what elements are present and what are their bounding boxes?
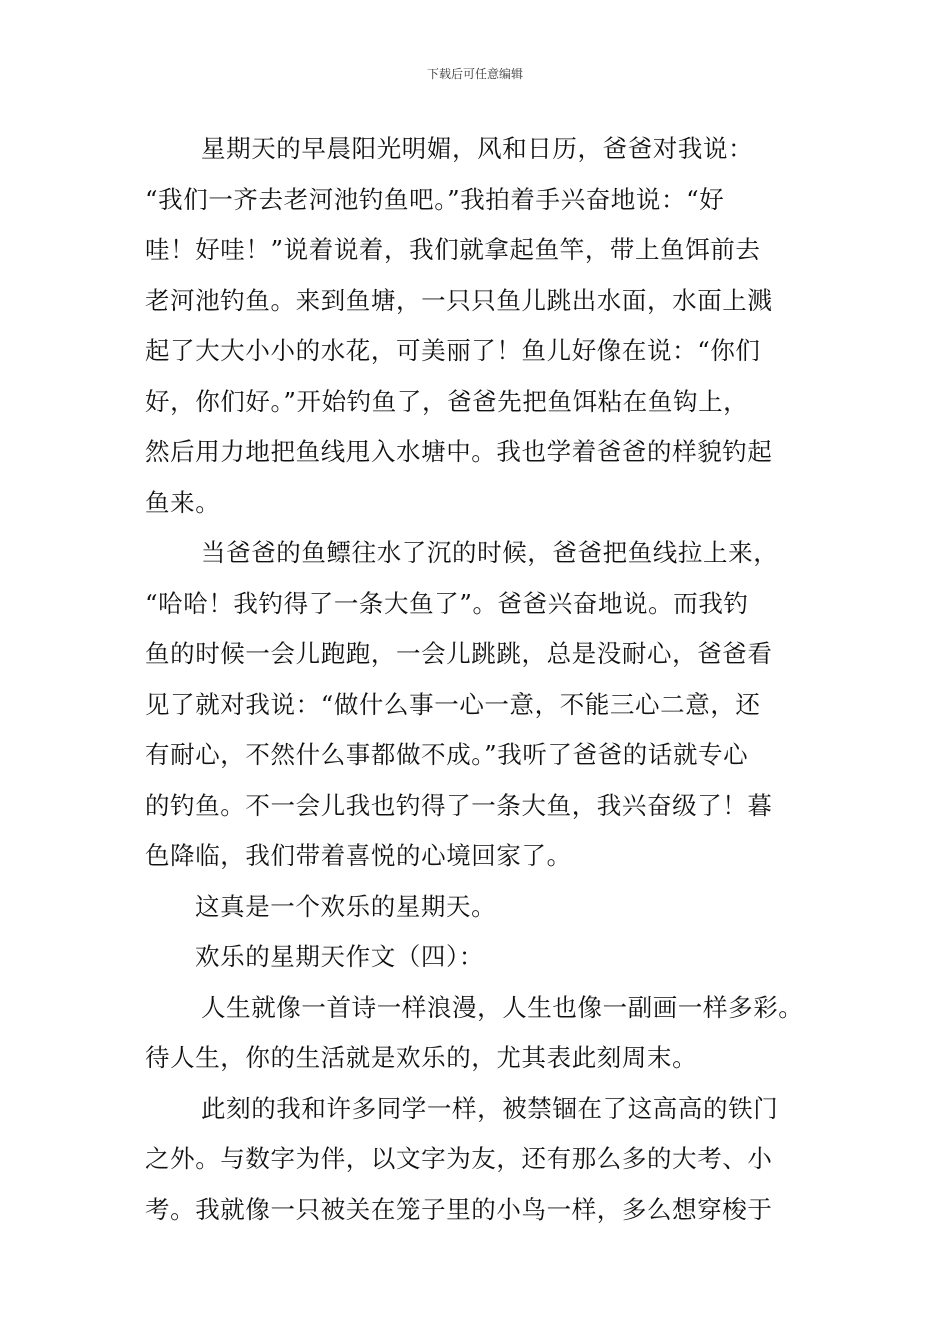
- text-line: 考。我就像一只被关在笼子里的小鸟一样，多么想穿梭于: [145, 1194, 773, 1224]
- text-line: 待人生，你的生活就是欢乐的，尤其表此刻周末。: [145, 1043, 698, 1072]
- text-line: 鱼的时候一会儿跑跑，一会儿跳跳，总是没耐心，爸爸看: [145, 639, 773, 668]
- text-line: 哇！好哇！”说着说着，我们就拿起鱼竿，带上鱼饵前去: [145, 235, 761, 264]
- text-line: 老河池钓鱼。来到鱼塘，一只只鱼儿跳出水面，水面上溅: [145, 285, 773, 315]
- text-line: 色降临，我们带着喜悦的心境回家了。: [145, 841, 572, 870]
- text-line: 星期天的早晨阳光明媚，风和日历，爸爸对我说：: [201, 134, 754, 163]
- document-body: [145, 124, 825, 1235]
- text-line: 见了就对我说：“做什么事一心一意，不能三心二意，还: [145, 689, 761, 719]
- text-line: 之外。与数字为伴，以文字为友，还有那么多的大考、小: [145, 1144, 773, 1173]
- text-line: 鱼来。: [145, 487, 221, 517]
- text-line: 有耐心，不然什么事都做不成。”我听了爸爸的话就专心: [145, 740, 749, 769]
- text-line: 这真是一个欢乐的星期天。: [195, 891, 497, 921]
- text-line: 此刻的我和许多同学一样，被禁锢在了这高高的铁门: [201, 1093, 779, 1123]
- text-line: 当爸爸的鱼鳔往水了沉的时候，爸爸把鱼线拉上来，: [201, 538, 779, 567]
- text-line: 人生就像一首诗一样浪漫，人生也像一副画一样多彩。: [201, 992, 804, 1022]
- text-line: “哈哈！我钓得了一条大鱼了”。爸爸兴奋地说。而我钓: [145, 588, 749, 618]
- text-line: 欢乐的星期天作文（四）：: [195, 942, 484, 971]
- text-line: 好，你们好。”开始钓鱼了，爸爸先把鱼饵粘在鱼钩上，: [145, 386, 749, 416]
- text-line: “我们一齐去老河池钓鱼吧。”我拍着手兴奋地说：“好: [145, 184, 725, 214]
- text-line: 起了大大小小的水花，可美丽了！鱼儿好像在说：“你们: [145, 336, 761, 365]
- text-line: 的钓鱼。不一会儿我也钓得了一条大鱼，我兴奋级了！暮: [145, 790, 773, 820]
- page-header: 下载后可任意编辑: [426, 67, 523, 81]
- text-line: 然后用力地把鱼线甩入水塘中。我也学着爸爸的样貌钓起: [145, 437, 773, 466]
